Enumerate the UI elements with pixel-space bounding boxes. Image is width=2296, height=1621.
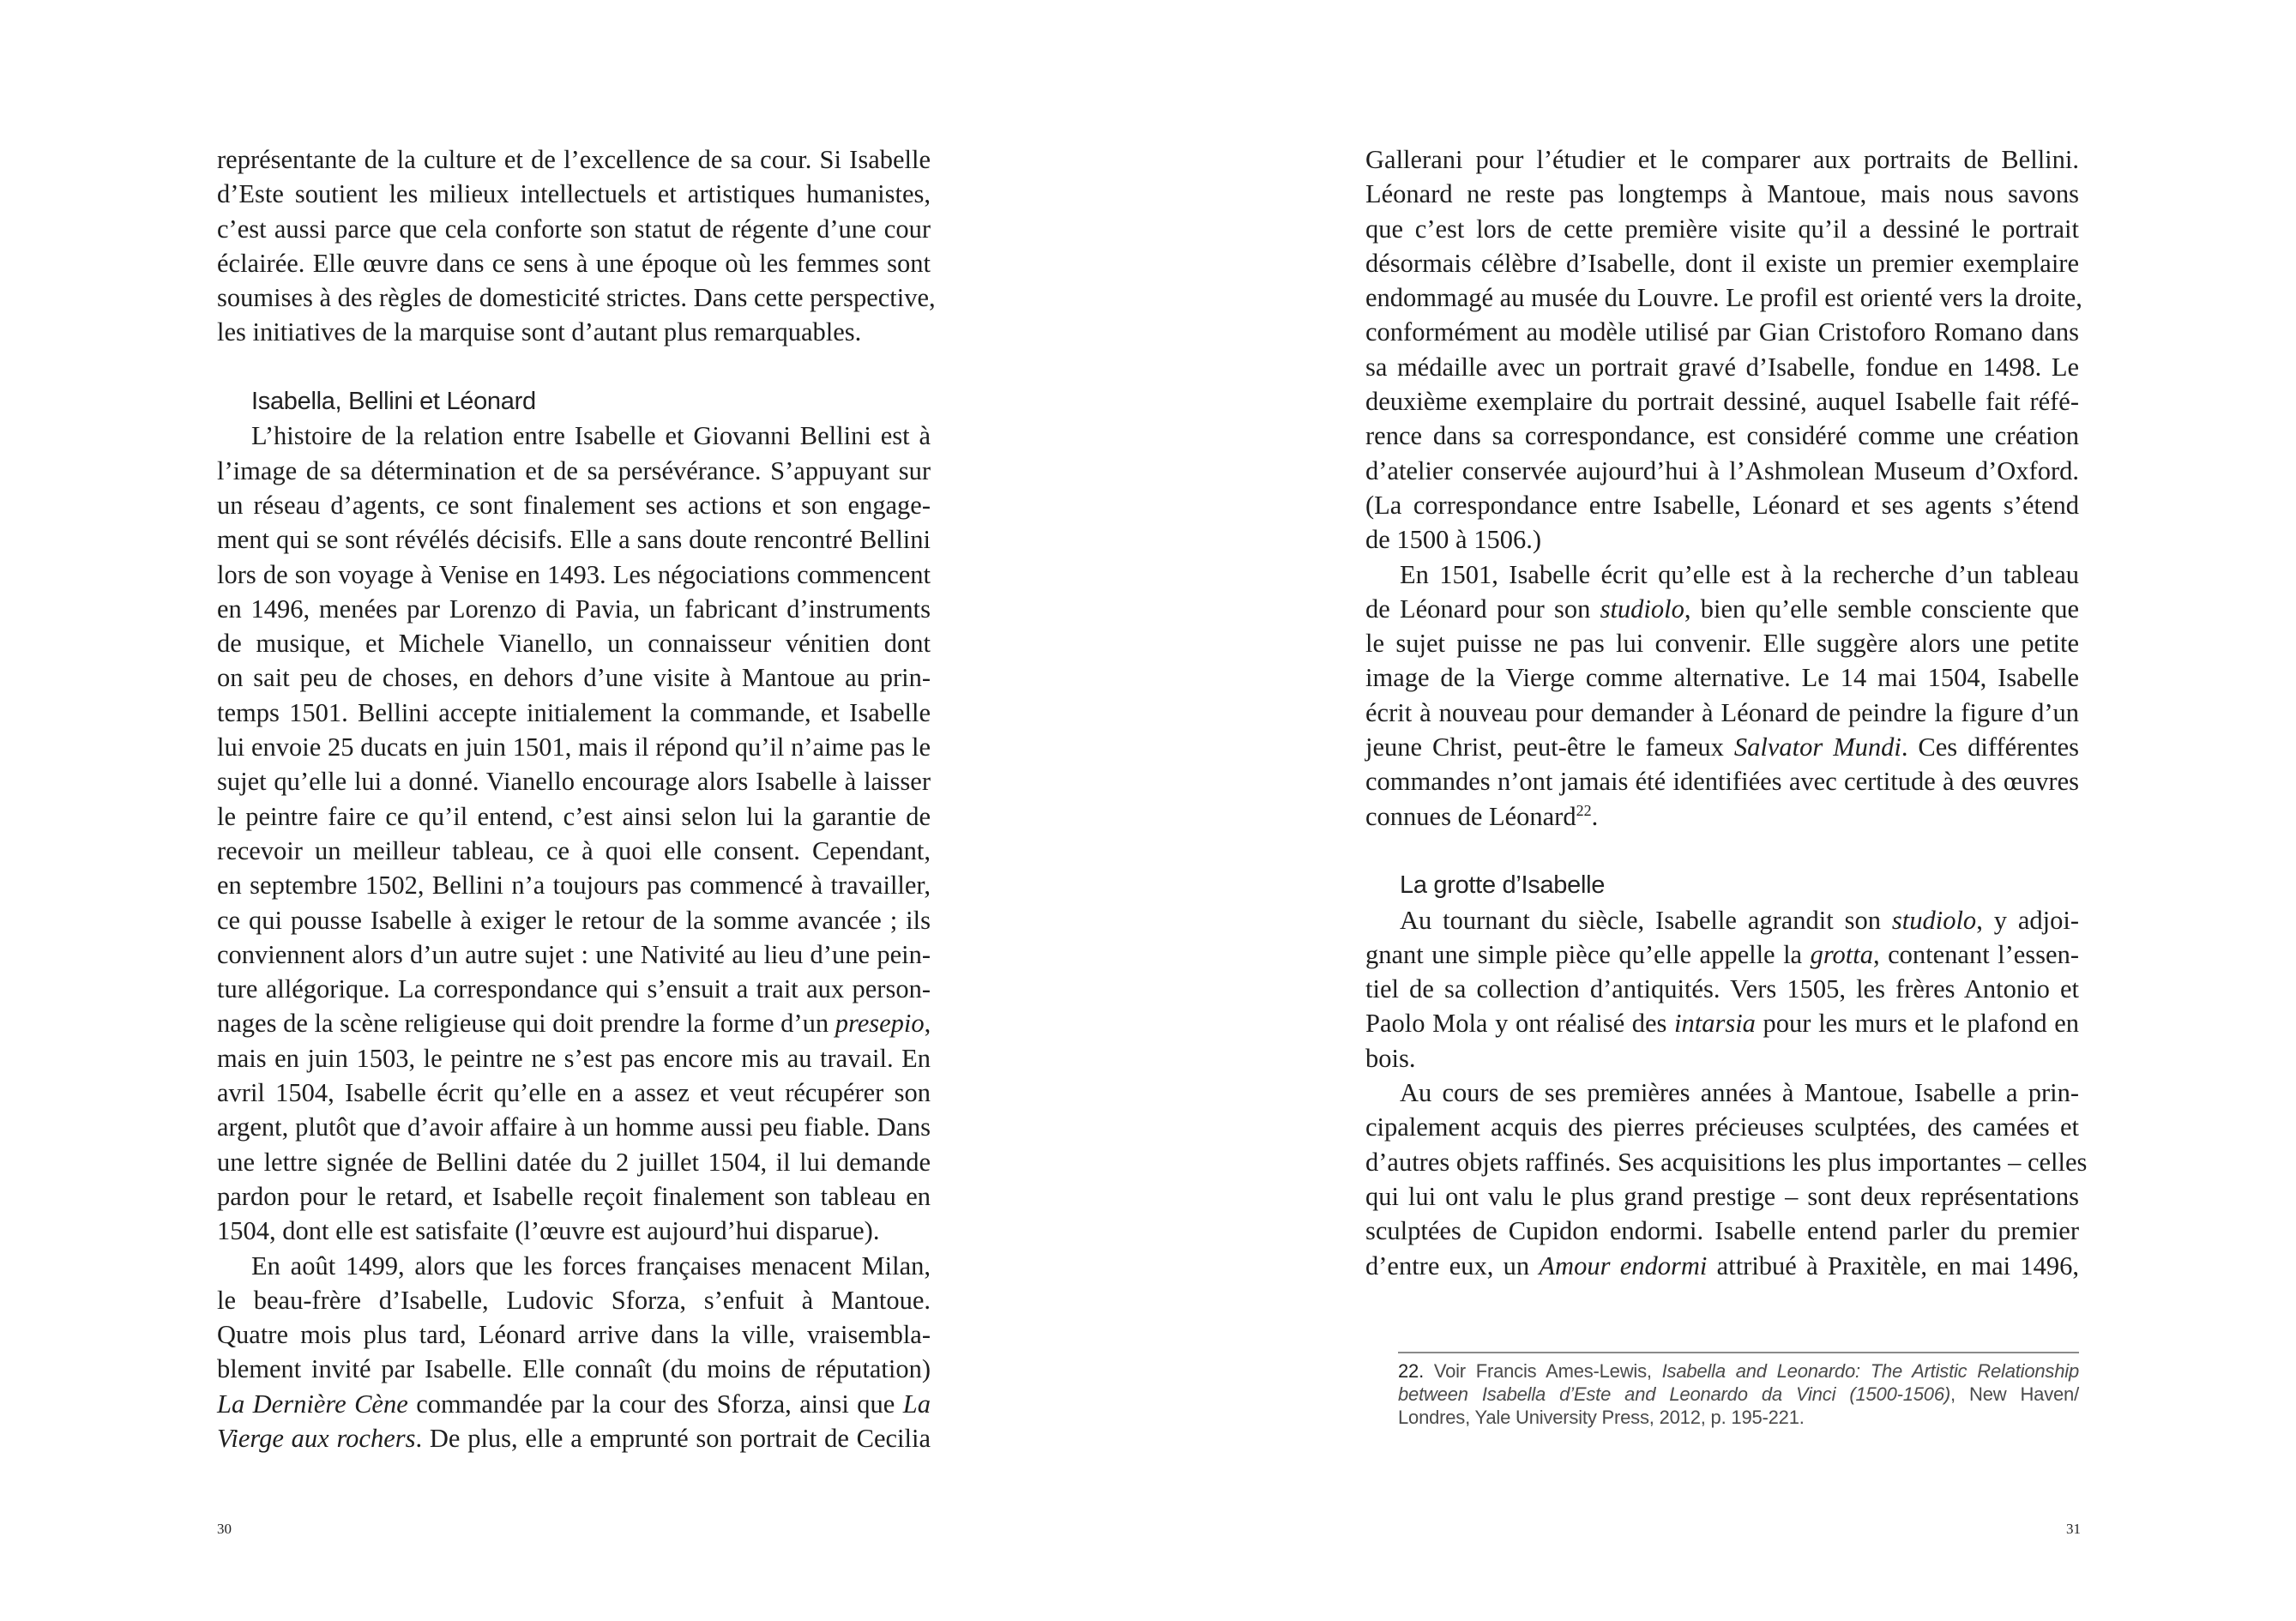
footnote-reference[interactable]: 22 xyxy=(1576,801,1592,819)
text-line: deuxième exemplaire du portrait dessiné, auquel Isabelle fait réfé- xyxy=(1365,387,2079,417)
paragraph xyxy=(1365,557,2079,834)
text-line: éclairée. Elle œuvre dans ce sens à une époque où les femmes sont xyxy=(217,248,931,278)
text-line: d’autres objets raffinés. Ses acquisitions les plus importantes – celles xyxy=(1365,1147,2088,1177)
right-page-text-column xyxy=(1365,142,2088,1283)
text-line: bois. xyxy=(1365,1043,1416,1073)
italic-title: Salvator Mundi xyxy=(1733,732,1901,762)
text-line: avril 1504, Isabelle écrit qu’elle en a assez et veut récupérer son xyxy=(217,1078,931,1108)
text-line xyxy=(217,1387,931,1421)
spacer xyxy=(217,350,931,384)
paragraph xyxy=(1365,903,2079,1076)
italic-title: La Dernière Cène xyxy=(217,1389,408,1419)
italic-term: studiolo xyxy=(1891,905,1977,935)
text-run: connues de Léonard xyxy=(1365,801,1576,831)
text-line: qui lui ont valu le plus grand prestige – sont deux représentations xyxy=(1365,1181,2079,1211)
text-line: soumises à des règles de domesticité strictes. Dans cette perspective, xyxy=(217,283,936,313)
text-line: ture allégorique. La correspondance qui s’ensuit a trait aux person- xyxy=(217,974,931,1004)
text-line: argent, plutôt que d’avoir affaire à un homme aussi peu fiable. Dans xyxy=(217,1112,931,1142)
text-line: L’histoire de la relation entre Isabelle et Giovanni Bellini est à xyxy=(251,421,931,451)
text-line: Léonard ne reste pas longtemps à Mantoue, mais nous savons xyxy=(1365,179,2079,209)
text-line: commandes n’ont jamais été identifiées avec certitude à des œuvres xyxy=(1365,767,2079,797)
text-line: rence dans sa correspondance, est considéré comme une création xyxy=(1365,421,2079,451)
footnote-line: Londres, Yale University Press, 2012, p. 195-221. xyxy=(1398,1407,1805,1428)
italic-title: between Isabella d’Este and Leonardo da Vinci (1500-1506) xyxy=(1398,1383,1951,1405)
text-line: un réseau d’agents, ce sont finalement ses actions et son engage- xyxy=(217,490,931,520)
text-line: sculptées de Cupidon endormi. Isabelle entend parler du premier xyxy=(1365,1216,2079,1246)
text-line: lui envoie 25 ducats en juin 1501, mais il répond qu’il n’aime pas le xyxy=(217,732,931,762)
text-line xyxy=(1365,1249,2079,1283)
text-run: pour les murs et le plafond en xyxy=(1755,1009,2080,1039)
italic-term: studiolo xyxy=(1600,594,1684,624)
text-run: Voir Francis Ames-Lewis, xyxy=(1423,1360,1662,1382)
text-line: le sujet puisse ne pas lui convenir. Elle suggère alors une petite xyxy=(1365,629,2079,659)
text-line xyxy=(217,1006,931,1040)
text-line: recevoir un meilleur tableau, ce à quoi elle consent. Cependant, xyxy=(217,835,931,865)
section-heading: La grotte d’Isabelle xyxy=(1400,871,1606,900)
text-line: lors de son voyage à Venise en 1493. Les négociations commencent xyxy=(217,559,931,589)
italic-term: intarsia xyxy=(1674,1009,1756,1039)
paragraph xyxy=(1365,142,2082,557)
text-run: , y adjoi- xyxy=(1976,905,2079,935)
text-line xyxy=(1365,903,2079,937)
text-line: ce qui pousse Isabelle à exiger le retour de la somme avancée ; ils xyxy=(217,905,931,935)
text-run: , xyxy=(924,1009,931,1039)
paragraph xyxy=(1365,1076,2088,1283)
text-line: sujet qu’elle lui a donné. Vianello encourage alors Isabelle à laisser xyxy=(217,767,931,797)
text-line xyxy=(1365,730,2079,764)
text-line: représentante de la culture et de l’excellence de sa cour. Si Isabelle xyxy=(217,145,931,174)
text-line: endommagé au musée du Louvre. Le profil est orienté vers la droite, xyxy=(1365,283,2082,313)
text-line: conformément au modèle utilisé par Gian Cristoforo Romano dans xyxy=(1365,317,2079,347)
text-run: Paolo Mola y ont réalisé des xyxy=(1365,1009,1675,1039)
text-line: mais en juin 1503, le peintre ne s’est pas encore mis au travail. En xyxy=(217,1043,931,1073)
italic-term: presepio xyxy=(835,1009,925,1039)
text-line: que c’est lors de cette première visite qu’il a dessiné le portrait xyxy=(1365,214,2079,244)
text-line: Au cours de ses premières années à Mantoue, Isabelle a prin- xyxy=(1400,1078,2079,1108)
page-number: 31 xyxy=(2066,1521,2081,1537)
text-line: de musique, et Michele Vianello, un connaisseur vénitien dont xyxy=(217,629,931,659)
text-line xyxy=(1365,937,2079,972)
text-run: . Ces différentes xyxy=(1901,732,2079,762)
footnote xyxy=(1398,1359,2079,1429)
paragraph xyxy=(217,142,936,350)
text-run: Au tournant du siècle, Isabelle agrandit son xyxy=(1400,905,1892,935)
italic-title: Isabella and Leonardo: The Artistic Relationship xyxy=(1661,1360,2079,1382)
text-line: de 1500 à 1506.) xyxy=(1365,525,1541,555)
text-line: sa médaille avec un portrait gravé d’Isabelle, fondue en 1498. Le xyxy=(1365,352,2079,382)
paragraph xyxy=(217,419,931,1248)
text-line: pardon pour le retard, et Isabelle reçoit finalement son tableau en xyxy=(217,1181,931,1211)
text-line: blement invité par Isabelle. Elle connaît (du moins de réputation) xyxy=(217,1354,931,1384)
text-line: En août 1499, alors que les forces françaises menacent Milan, xyxy=(251,1250,931,1281)
italic-title: Amour endormi xyxy=(1539,1250,1708,1281)
text-run: de Léonard pour son xyxy=(1365,594,1600,624)
text-line: on sait peu de choses, en dehors d’une visite à Mantoue au prin- xyxy=(217,663,931,693)
text-line: le beau-frère d’Isabelle, Ludovic Sforza, s’enfuit à Mantoue. xyxy=(217,1285,931,1315)
text-run: commandée par la cour des Sforza, ainsi que xyxy=(407,1389,903,1419)
paragraph xyxy=(217,1249,931,1456)
text-line: 1504, dont elle est satisfaite (l’œuvre est aujourd’hui disparue). xyxy=(217,1216,880,1246)
text-line: d’atelier conservée aujourd’hui à l’Ashmolean Museum d’Oxford. xyxy=(1365,455,2079,485)
text-run: , contenant l’essen- xyxy=(1873,939,2079,969)
text-line xyxy=(217,1421,931,1455)
text-run: d’entre eux, un xyxy=(1365,1250,1540,1281)
text-run: jeune Christ, peut-être le fameux xyxy=(1365,732,1734,762)
text-line: en 1496, menées par Lorenzo di Pavia, un fabricant d’instruments xyxy=(217,594,931,624)
footnote-line xyxy=(1398,1383,2079,1406)
text-line: conviennent alors d’un autre sujet : une Nativité au lieu d’une pein- xyxy=(217,939,931,969)
text-run: nages de la scène religieuse qui doit prendre la forme d’un xyxy=(217,1009,835,1039)
text-run: , New Haven/ xyxy=(1950,1383,2080,1405)
text-line: l’image de sa détermination et de sa persévérance. S’appuyant sur xyxy=(217,455,931,485)
text-line: En 1501, Isabelle écrit qu’elle est à la recherche d’un tableau xyxy=(1400,559,2079,589)
section-heading: Isabella, Bellini et Léonard xyxy=(251,388,536,416)
text-line xyxy=(1365,1006,2079,1040)
text-line: ment qui se sont révélés décisifs. Elle a sans doute rencontré Bellini xyxy=(217,525,931,555)
footnote-line xyxy=(1398,1359,2079,1383)
italic-title: Vierge aux rochers xyxy=(217,1423,416,1453)
text-line: désormais célèbre d’Isabelle, dont il existe un premier exemplaire xyxy=(1365,248,2079,278)
footnote-number: 22. xyxy=(1398,1360,1424,1382)
text-line: (La correspondance entre Isabelle, Léonard et ses agents s’étend xyxy=(1365,490,2079,520)
text-line: Quatre mois plus tard, Léonard arrive dans la ville, vraisembla- xyxy=(217,1320,931,1350)
left-page-text-column xyxy=(217,142,936,1455)
text-line: temps 1501. Bellini accepte initialement la commande, et Isabelle xyxy=(217,697,931,727)
spacer xyxy=(1365,834,2079,868)
text-line: tiel de sa collection d’antiquités. Vers 1505, les frères Antonio et xyxy=(1365,974,2079,1004)
italic-title: La xyxy=(902,1389,931,1419)
text-line: image de la Vierge comme alternative. Le 14 mai 1504, Isabelle xyxy=(1365,663,2079,693)
text-line: une lettre signée de Bellini datée du 2 juillet 1504, il lui demande xyxy=(217,1147,931,1177)
text-run: attribué à Praxitèle, en mai 1496, xyxy=(1707,1250,2080,1281)
text-line: en septembre 1502, Bellini n’a toujours pas commencé à travailler, xyxy=(217,871,931,901)
text-line: écrit à nouveau pour demander à Léonard de peindre la figure d’un xyxy=(1365,697,2079,727)
text-run: gnant une simple pièce qu’elle appelle la xyxy=(1365,939,1811,969)
text-line: Gallerani pour l’étudier et le comparer aux portraits de Bellini. xyxy=(1365,145,2079,174)
text-line: d’Este soutient les milieux intellectuels et artistiques humanistes, xyxy=(217,179,931,209)
text-line xyxy=(1365,592,2079,626)
text-run: . xyxy=(1591,801,1599,831)
italic-term: grotta xyxy=(1810,939,1873,969)
text-line xyxy=(1365,799,2079,834)
page-number: 30 xyxy=(217,1521,232,1537)
text-run: . De plus, elle a emprunté son portrait de Cecilia xyxy=(415,1423,931,1453)
footnote-divider xyxy=(1398,1352,2079,1353)
text-line: les initiatives de la marquise sont d’autant plus remarquables. xyxy=(217,317,862,347)
text-line: c’est aussi parce que cela conforte son statut de régente d’une cour xyxy=(217,214,931,244)
text-line: le peintre faire ce qu’il entend, c’est ainsi selon lui la garantie de xyxy=(217,801,931,831)
text-run: , bien qu’elle semble consciente que xyxy=(1684,594,2079,624)
text-line: cipalement acquis des pierres précieuses sculptées, des camées et xyxy=(1365,1112,2079,1142)
